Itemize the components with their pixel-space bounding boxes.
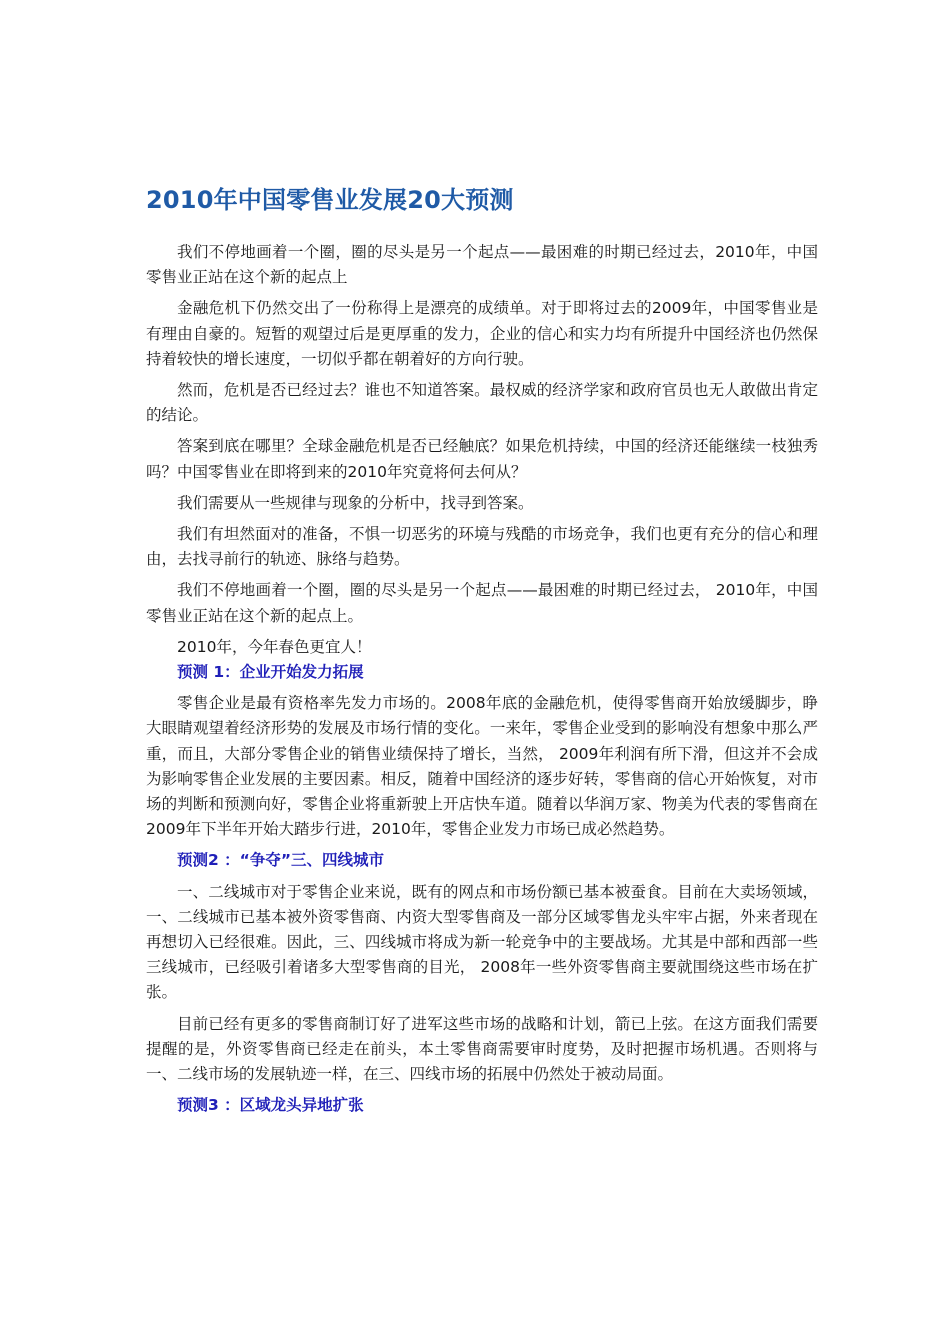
intro-paragraph: 2010年，今年春色更宜人！ [177,637,372,656]
intro-paragraph: 答案到底在哪里？全球金融危机是否已经触底？如果危机持续，中国的经济还能继续一枝独秀吗？中国零售业在即将到来的2010年究竟将何去何从？ [146,437,818,481]
intro-paragraph: 我们需要从一些规律与现象的分析中，找寻到答案。 [177,493,534,512]
section-1-paragraph: 零售企业是最有资格率先发力市场的。2008年底的金融危机，使得零售商开始放缓脚步，睁大眼睛观望着经济形势的发展及市场行情的变化。一来年，零售企业受到的影响没有想象中那么严重，而且，大部分零售企业的销售业绩保持了增长，当然， 2009年利润有所下滑，但这并不会成为影响零售企业发展的主要因素。相反，随着中国经济的逐步好转，零售商的信心开始恢复，对市场的判断和预测向好，零售企业将重新驶上开店快车道。随着以华润万家、物美为代表的零售商在2009年下半年开始大踏步行进，2010年，零售企业发力市场已成必然趋势。 [146,694,818,839]
intro-paragraph: 金融危机下仍然交出了一份称得上是漂亮的成绩单。对于即将过去的2009年，中国零售业是有理由自豪的。短暂的观望过后是更厚重的发力，企业的信心和实力均有所提升中国经济也仍然保持着较快的增长速度，一切似乎都在朝着好的方向行驶。 [146,299,818,368]
section-heading-3: 预测3 ：区域龙头异地扩张 [177,1096,364,1115]
section-heading-1: 预测 1：企业开始发力拓展 [177,663,364,682]
intro-paragraph: 我们有坦然面对的准备，不惧一切恶劣的环境与残酷的市场竞争，我们也更有充分的信心和理由，去找寻前行的轨迹、脉络与趋势。 [146,525,818,569]
section-2-paragraph: 一、二线城市对于零售企业来说，既有的网点和市场份额已基本被蚕食。目前在大卖场领域，一、二线城市已基本被外资零售商、内资大型零售商及一部分区域零售龙头牢牢占据，外来者现在再想切入已经很难。因此，三、四线城市将成为新一轮竞争中的主要战场。尤其是中部和西部一些三线城市，已经吸引着诸多大型零售商的目光， 2008年一些外资零售商主要就围绕这些市场在扩张。 [146,882,818,1002]
document-page [146,180,818,1125]
section-heading-2: 预测2 ：“争夺”三、四线城市 [177,851,385,870]
section-2-paragraph: 目前已经有更多的零售商制订好了进军这些市场的战略和计划，箭已上弦。在这方面我们需要提醒的是，外资零售商已经走在前头，本土零售商需要审时度势，及时把握市场机遇。否则将与一、二线市场的发展轨迹一样，在三、四线市场的拓展中仍然处于被动局面。 [146,1014,818,1084]
intro-paragraph: 我们不停地画着一个圈，圈的尽头是另一个起点——最困难的时期已经过去，2010年，中国零售业正站在这个新的起点上 [146,243,818,287]
intro-paragraph: 我们不停地画着一个圈，圈的尽头是另一个起点——最困难的时期已经过去， 2010年，中国零售业正站在这个新的起点上。 [146,581,818,625]
document-title: 2010年中国零售业发展20大预测 [146,186,514,214]
intro-paragraph: 然而，危机是否已经过去？谁也不知道答案。最权威的经济学家和政府官员也无人敢做出肯定的结论。 [146,381,818,425]
